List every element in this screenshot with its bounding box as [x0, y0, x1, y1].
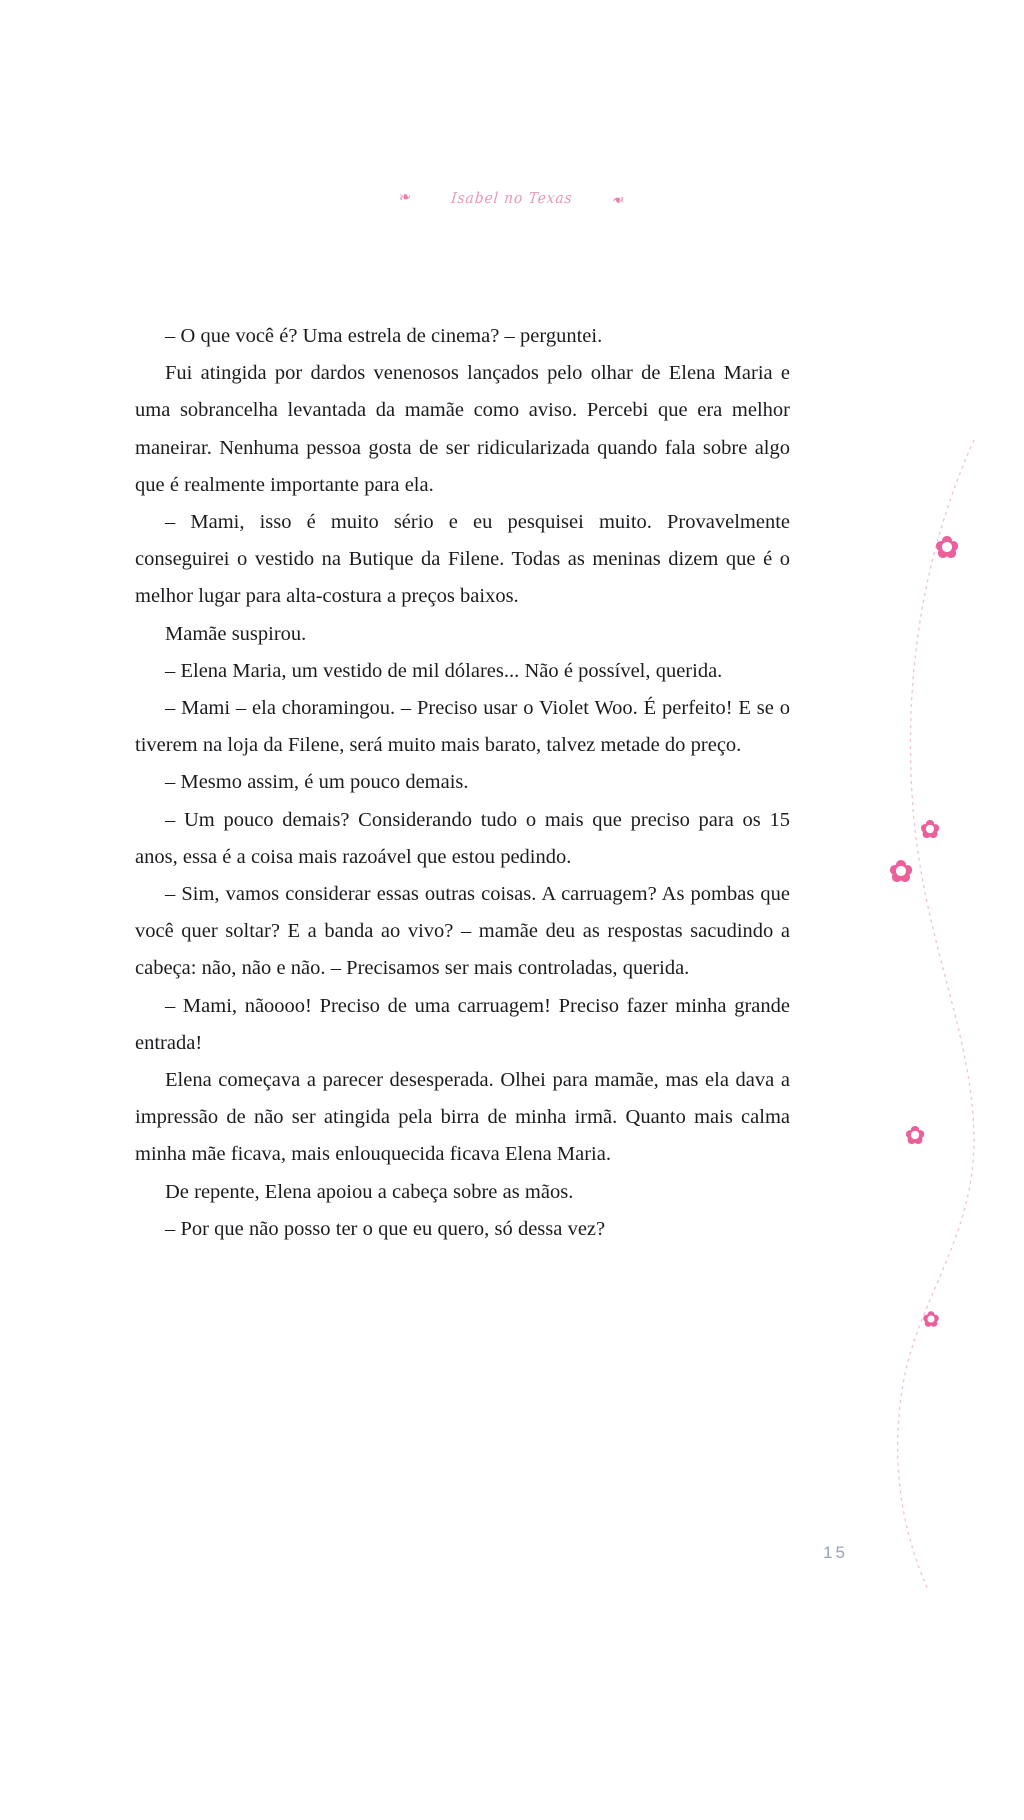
body-text [135, 318, 790, 1248]
decorative-vine [824, 440, 1024, 1590]
paragraph: – Um pouco demais? Considerando tudo o mais que preciso para os 15 anos, essa é a coisa mais razoável que estou pedindo. [135, 808, 790, 868]
running-head-title: Isabel no Texas [450, 189, 574, 207]
flower-icon [921, 820, 939, 838]
floral-ornament-left-icon: ❧ [398, 188, 414, 207]
flower-icon [890, 860, 912, 882]
running-head [0, 178, 1024, 218]
paragraph: Fui atingida por dardos venenosos lançados pelo olhar de Elena Maria e uma sobrancelha levantada da mamãe como aviso. Percebi que era melhor maneirar. Nenhuma pessoa gosta de ser ridicularizada quando fala sobre algo que é realmente importante para ela. [135, 362, 790, 496]
flower-icon [906, 1126, 924, 1144]
paragraph: Mamãe suspirou. [165, 622, 307, 645]
paragraph: – Mami, isso é muito sério e eu pesquisei muito. Provavelmente conseguirei o vestido na Butique da Filene. Todas as meninas dizem que é o melhor lugar para alta-costura a preços baixos. [135, 511, 790, 608]
paragraph: – Elena Maria, um vestido de mil dólares... Não é possível, querida. [165, 659, 723, 682]
paragraph: – Sim, vamos considerar essas outras coisas. A carruagem? As pombas que você quer soltar? E a banda ao vivo? – mamãe deu as respostas sacudindo a cabeça: não, não e não. – Precisamos ser mais controladas, querida. [135, 883, 790, 980]
flower-icon [923, 1311, 938, 1326]
paragraph: – Mesmo assim, é um pouco demais. [165, 771, 469, 794]
page-number: 15 [823, 1543, 848, 1562]
paragraph: Elena começava a parecer desesperada. Olhei para mamãe, mas ela dava a impressão de não ser atingida pela birra de minha irmã. Quanto mais calma minha mãe ficava, mais enlouquecida ficava Elena Maria. [135, 1069, 790, 1166]
flower-icon [936, 536, 958, 558]
vine-curve-icon [824, 440, 1024, 1590]
floral-ornament-right-icon: ❧ [610, 189, 626, 208]
paragraph: De repente, Elena apoiou a cabeça sobre as mãos. [165, 1180, 574, 1203]
paragraph: – O que você é? Uma estrela de cinema? – perguntei. [165, 325, 603, 347]
paragraph: – Por que não posso ter o que eu quero, só dessa vez? [165, 1217, 606, 1240]
paragraph: – Mami, nãoooo! Preciso de uma carruagem! Preciso fazer minha grande entrada! [135, 994, 790, 1054]
paragraph: – Mami – ela choramingou. – Preciso usar o Violet Woo. É perfeito! E se o tiverem na loja da Filene, será muito mais barato, talvez metade do preço. [135, 697, 790, 757]
